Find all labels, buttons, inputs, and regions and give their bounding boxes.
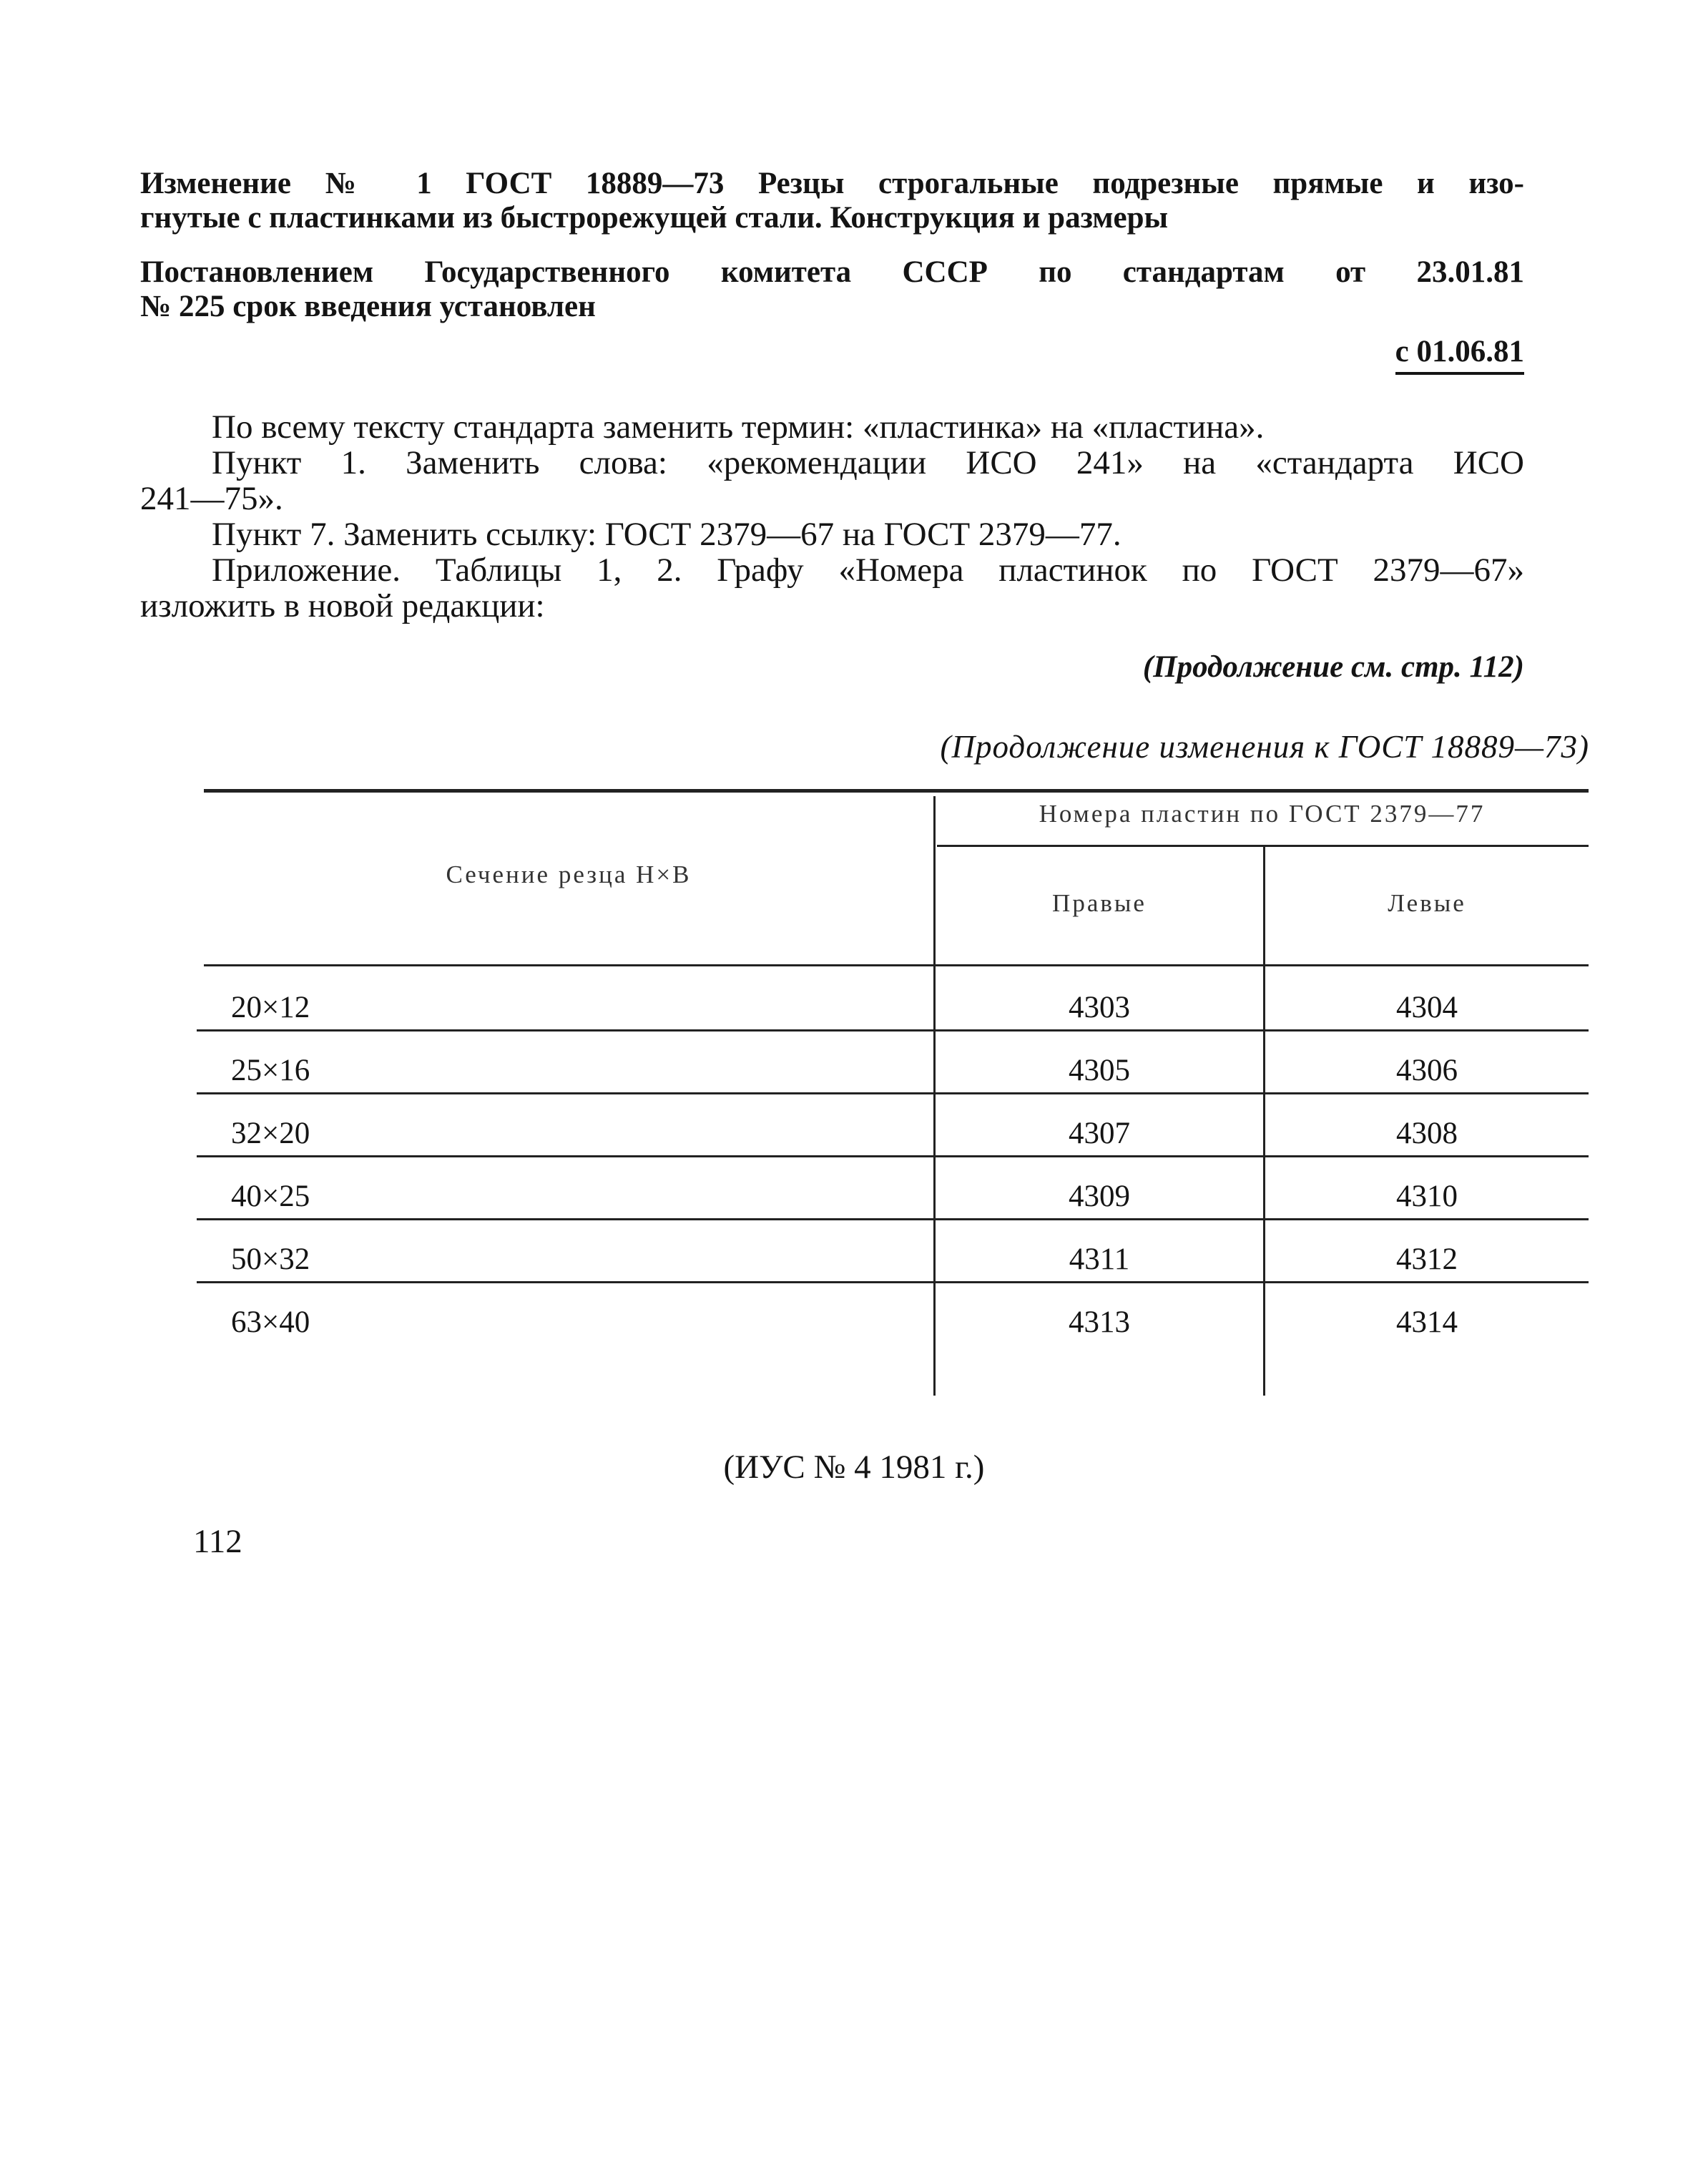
table-cell-right: 4307 <box>1069 1117 1130 1150</box>
table-row-rule <box>197 1281 1589 1283</box>
plate-numbers-table <box>204 789 1589 1397</box>
table-row-rule <box>197 1218 1589 1220</box>
decree-line1: Постановлением Государственного комитета СССР по стандартам от 23.01.81 <box>140 255 1524 289</box>
table-cell-left: 4306 <box>1396 1054 1458 1087</box>
continued-on-note: (Продолжение см. стр. 112) <box>1142 650 1524 684</box>
table-cell-left: 4304 <box>1396 991 1458 1024</box>
amendment-title-line1: Изменение № 1 ГОСТ 18889—73 Резцы строгальные подрезные прямые и изо- <box>140 167 1524 200</box>
paragraph-item1-line2: 241—75». <box>140 480 283 517</box>
decree-statement <box>140 255 1524 324</box>
table-cell-section: 50×32 <box>231 1243 310 1276</box>
table-cell-left: 4308 <box>1396 1117 1458 1150</box>
paragraph-item7: Пункт 7. Заменить ссылку: ГОСТ 2379—67 на ГОСТ 2379—77. <box>212 516 1122 553</box>
paragraph-appendix-line2: изложить в новой редакции: <box>140 587 545 624</box>
table-cell-left: 4314 <box>1396 1305 1458 1339</box>
table-cell-section: 40×25 <box>231 1180 310 1213</box>
paragraph-appendix-line1: Приложение. Таблицы 1, 2. Графу «Номера пластинок по ГОСТ 2379—67» <box>212 552 1524 589</box>
header-right: Правые <box>1052 889 1147 917</box>
table-cell-section: 25×16 <box>231 1054 310 1087</box>
table-row-rule <box>197 1155 1589 1157</box>
table-cell-right: 4313 <box>1069 1305 1130 1339</box>
header-left: Левые <box>1388 889 1466 917</box>
table-cell-right: 4303 <box>1069 991 1130 1024</box>
paragraph-item1-line1: Пункт 1. Заменить слова: «рекомендации ИСО 241» на «стандарта ИСО <box>212 444 1524 481</box>
table-cell-section: 20×12 <box>231 991 310 1024</box>
table-cell-left: 4310 <box>1396 1180 1458 1213</box>
table-top-rule <box>204 789 1589 793</box>
table-cell-right: 4305 <box>1069 1054 1130 1087</box>
table-header-rule <box>204 964 1589 966</box>
table-cell-left: 4312 <box>1396 1243 1458 1276</box>
amendment-title <box>140 167 1524 235</box>
header-section: Сечение резца H×B <box>446 861 692 888</box>
decree-line2: № 225 срок введения установлен <box>140 290 596 323</box>
header-plate-numbers: Номера пластин по ГОСТ 2379—77 <box>1039 800 1486 828</box>
effective-date: с 01.06.81 <box>1395 335 1524 375</box>
table-cell-right: 4309 <box>1069 1180 1130 1213</box>
amendment-body <box>140 409 1524 624</box>
continuation-header: (Продолжение изменения к ГОСТ 18889—73) <box>940 729 1589 765</box>
table-row-rule <box>197 1092 1589 1094</box>
table-cell-section: 63×40 <box>231 1305 310 1339</box>
table-row-rule <box>197 1029 1589 1032</box>
table-cell-section: 32×20 <box>231 1117 310 1150</box>
page-number: 112 <box>193 1523 242 1560</box>
amendment-title-line2: гнутые с пластинками из быстрорежущей стали. Конструкция и размеры <box>140 201 1169 235</box>
paragraph-term-replace: По всему тексту стандарта заменить термин: «пластинка» на «пластина». <box>212 408 1265 446</box>
ius-reference: (ИУС № 4 1981 г.) <box>723 1449 985 1486</box>
table-cell-right: 4311 <box>1069 1243 1130 1276</box>
